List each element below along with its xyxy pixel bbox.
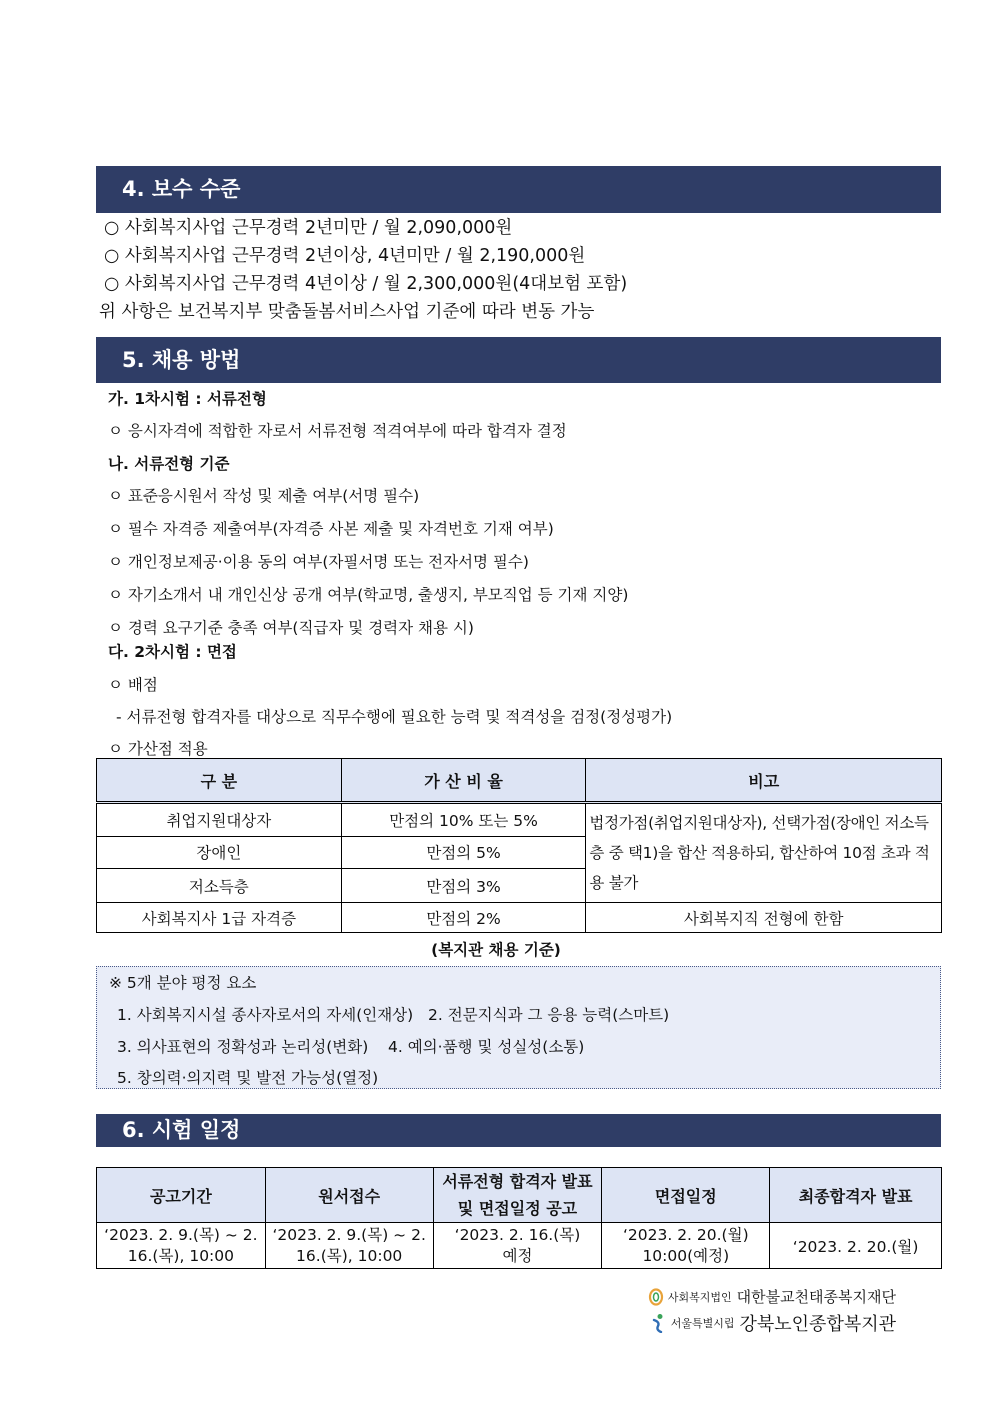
step-b-item-4: ㅇ 자기소개서 내 개인신상 공개 여부(학교명, 출생지, 부모직업 등 기재 지양) xyxy=(108,586,629,604)
foundation-name: 대한불교천태종복지재단 xyxy=(736,1288,896,1306)
schedule-header-notice: 공고기간 xyxy=(97,1168,266,1223)
step-b-title: 나. 서류전형 기준 xyxy=(108,455,230,473)
bonus-row-rate: 만점의 2% xyxy=(341,903,586,933)
evaluation-factors-line-3: 5. 창의력·의지력 및 발전 가능성(열정) xyxy=(117,1069,379,1087)
bonus-row-rate: 만점의 3% xyxy=(341,869,586,903)
section-5-header: 5. 채용 방법 xyxy=(96,337,941,383)
bonus-note-last: 사회복지직 전형에 한함 xyxy=(586,903,942,933)
step-a-item: ㅇ 응시자격에 적합한 자로서 서류전형 적격여부에 따라 합격자 결정 xyxy=(108,422,567,440)
welfare-center-prefix: 서울특별시립 xyxy=(670,1317,735,1330)
evaluation-factors-box xyxy=(96,966,941,1089)
bonus-table-caption: (복지관 채용 기준) xyxy=(431,941,561,959)
welfare-center-emblem-icon xyxy=(651,1313,667,1333)
bonus-row-rate: 만점의 5% xyxy=(341,836,586,869)
step-a-title: 가. 1차시험 : 서류전형 xyxy=(108,390,267,408)
salary-note: 위 사항은 보건복지부 맞춤돌봄서비스사업 기준에 따라 변동 가능 xyxy=(99,302,595,322)
welfare-center-logo xyxy=(651,1310,896,1336)
foundation-prefix: 사회복지법인 xyxy=(667,1290,732,1304)
bonus-header-rate: 가 산 비 율 xyxy=(341,759,586,803)
bonus-row-category: 취업지원대상자 xyxy=(97,803,342,837)
schedule-header-interview: 면접일정 xyxy=(602,1168,770,1223)
exam-schedule-table xyxy=(96,1167,942,1269)
schedule-cell-application: ‘2023. 2. 9.(목) ~ 2. 16.(목), 10:00 xyxy=(265,1223,433,1269)
schedule-header-application: 원서접수 xyxy=(265,1168,433,1223)
section-4-header: 4. 보수 수준 xyxy=(96,166,941,213)
bonus-row-category: 장애인 xyxy=(97,836,342,869)
evaluation-factors-line-1: 1. 사회복지시설 종사자로서의 자세(인재상) 2. 전문지식과 그 응용 능력(스마트) xyxy=(117,1006,670,1024)
step-c-item-1-sub: - 서류전형 합격자를 대상으로 직무수행에 필요한 능력 및 적격성을 검정(정성평가) xyxy=(116,708,673,726)
schedule-header-document-result: 서류전형 합격자 발표 및 면접일정 공고 xyxy=(433,1168,602,1223)
bonus-row-category: 사회복지사 1급 자격증 xyxy=(97,903,342,933)
schedule-cell-notice: ‘2023. 2. 9.(목) ~ 2. 16.(목), 10:00 xyxy=(97,1223,266,1269)
step-c-title: 다. 2차시험 : 면접 xyxy=(108,643,237,661)
welfare-center-name: 강북노인종합복지관 xyxy=(739,1314,896,1335)
step-b-item-3: ㅇ 개인정보제공·이용 동의 여부(자필서명 또는 전자서명 필수) xyxy=(108,553,529,571)
step-b-item-5: ㅇ 경력 요구기준 충족 여부(직급자 및 경력자 채용 시) xyxy=(108,619,474,637)
foundation-logo xyxy=(648,1286,896,1307)
bonus-header-category: 구 분 xyxy=(97,759,342,803)
step-c-item-1: ㅇ 배점 xyxy=(108,676,158,694)
schedule-cell-final-result: ‘2023. 2. 20.(월) xyxy=(770,1223,942,1269)
evaluation-factors-title: ※ 5개 분야 평정 요소 xyxy=(109,974,257,992)
salary-line-2: ○ 사회복지사업 근무경력 2년이상, 4년미만 / 월 2,190,000원 xyxy=(104,246,586,266)
foundation-emblem-icon xyxy=(648,1288,664,1306)
salary-line-1: ○ 사회복지사업 근무경력 2년미만 / 월 2,090,000원 xyxy=(104,218,513,238)
bonus-header-note: 비고 xyxy=(586,759,942,803)
bonus-points-table xyxy=(96,758,942,933)
evaluation-factors-line-2: 3. 의사표현의 정확성과 논리성(변화) 4. 예의·품행 및 성실성(소통) xyxy=(117,1038,585,1056)
step-b-item-1: ㅇ 표준응시원서 작성 및 제출 여부(서명 필수) xyxy=(108,487,420,505)
step-b-item-2: ㅇ 필수 자격증 제출여부(자격증 사본 제출 및 자격번호 기재 여부) xyxy=(108,520,554,538)
step-c-item-2: ㅇ 가산점 적용 xyxy=(108,740,208,758)
schedule-header-final-result: 최종합격자 발표 xyxy=(770,1168,942,1223)
bonus-note-merged: 법정가점(취업지원대상자), 선택가점(장애인 저소득층 중 택1)을 합산 적용하되, 합산하여 10점 초과 적용 불가 xyxy=(586,803,942,903)
salary-line-3: ○ 사회복지사업 근무경력 4년이상 / 월 2,300,000원(4대보험 포함) xyxy=(104,274,628,294)
schedule-cell-document-result: ‘2023. 2. 16.(목) 예정 xyxy=(433,1223,602,1269)
bonus-row-category: 저소득층 xyxy=(97,869,342,903)
section-6-header: 6. 시험 일정 xyxy=(96,1114,941,1147)
bonus-row-rate: 만점의 10% 또는 5% xyxy=(341,803,586,837)
schedule-cell-interview: ‘2023. 2. 20.(월) 10:00(예정) xyxy=(602,1223,770,1269)
